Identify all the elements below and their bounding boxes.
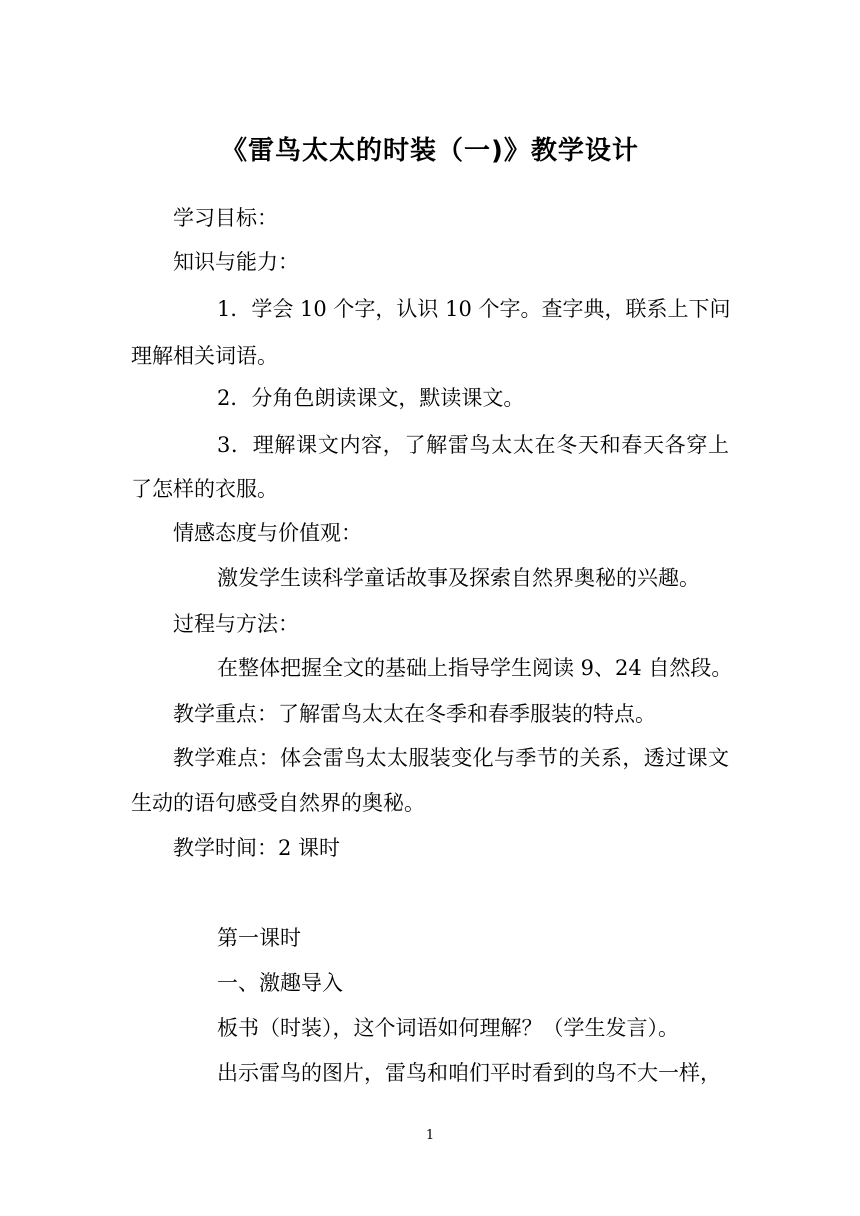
paragraph-line: 在整体把握全文的基础上指导学生阅读 9、24 自然段。 — [217, 656, 733, 680]
document-title: 《雷鸟太太的时装（一)》教学设计 — [221, 136, 639, 166]
paragraph-line: 生动的语句感受自然界的奥秘。 — [131, 791, 425, 815]
paragraph-line: 教学时间：2 课时 — [173, 836, 341, 860]
paragraph-line: 3．理解课文内容，了解雷鸟太太在冬天和春天各穿上 — [217, 433, 729, 457]
section-heading: 第一课时 — [217, 926, 301, 950]
paragraph-line: 1．学会 10 个字，认识 10 个字。查字典，联系上下问 — [217, 297, 731, 321]
paragraph-line: 2．分角色朗读课文，默读课文。 — [217, 386, 525, 410]
paragraph-line: 教学难点：体会雷鸟太太服装变化与季节的关系，透过课文 — [173, 746, 729, 770]
subsection-heading: 一、激趣导入 — [217, 971, 343, 995]
paragraph-line: 出示雷鸟的图片，雷鸟和咱们平时看到的鸟不大一样， — [217, 1061, 721, 1085]
paragraph-line: 激发学生读科学童话故事及探索自然界奥秘的兴趣。 — [217, 566, 700, 590]
paragraph-line: 知识与能力： — [173, 250, 299, 274]
paragraph-line: 板书（时装），这个词语如何理解？（学生发言）。 — [217, 1016, 679, 1040]
paragraph-line: 学习目标： — [173, 206, 278, 230]
paragraph-line: 教学重点：了解雷鸟太太在冬季和春季服装的特点。 — [173, 702, 656, 726]
paragraph-line: 了怎样的衣服。 — [131, 477, 278, 501]
page-number: 1 — [425, 1128, 435, 1143]
paragraph-line: 过程与方法： — [173, 612, 299, 636]
paragraph-line: 情感态度与价值观： — [173, 521, 362, 545]
paragraph-line: 理解相关词语。 — [131, 344, 278, 368]
